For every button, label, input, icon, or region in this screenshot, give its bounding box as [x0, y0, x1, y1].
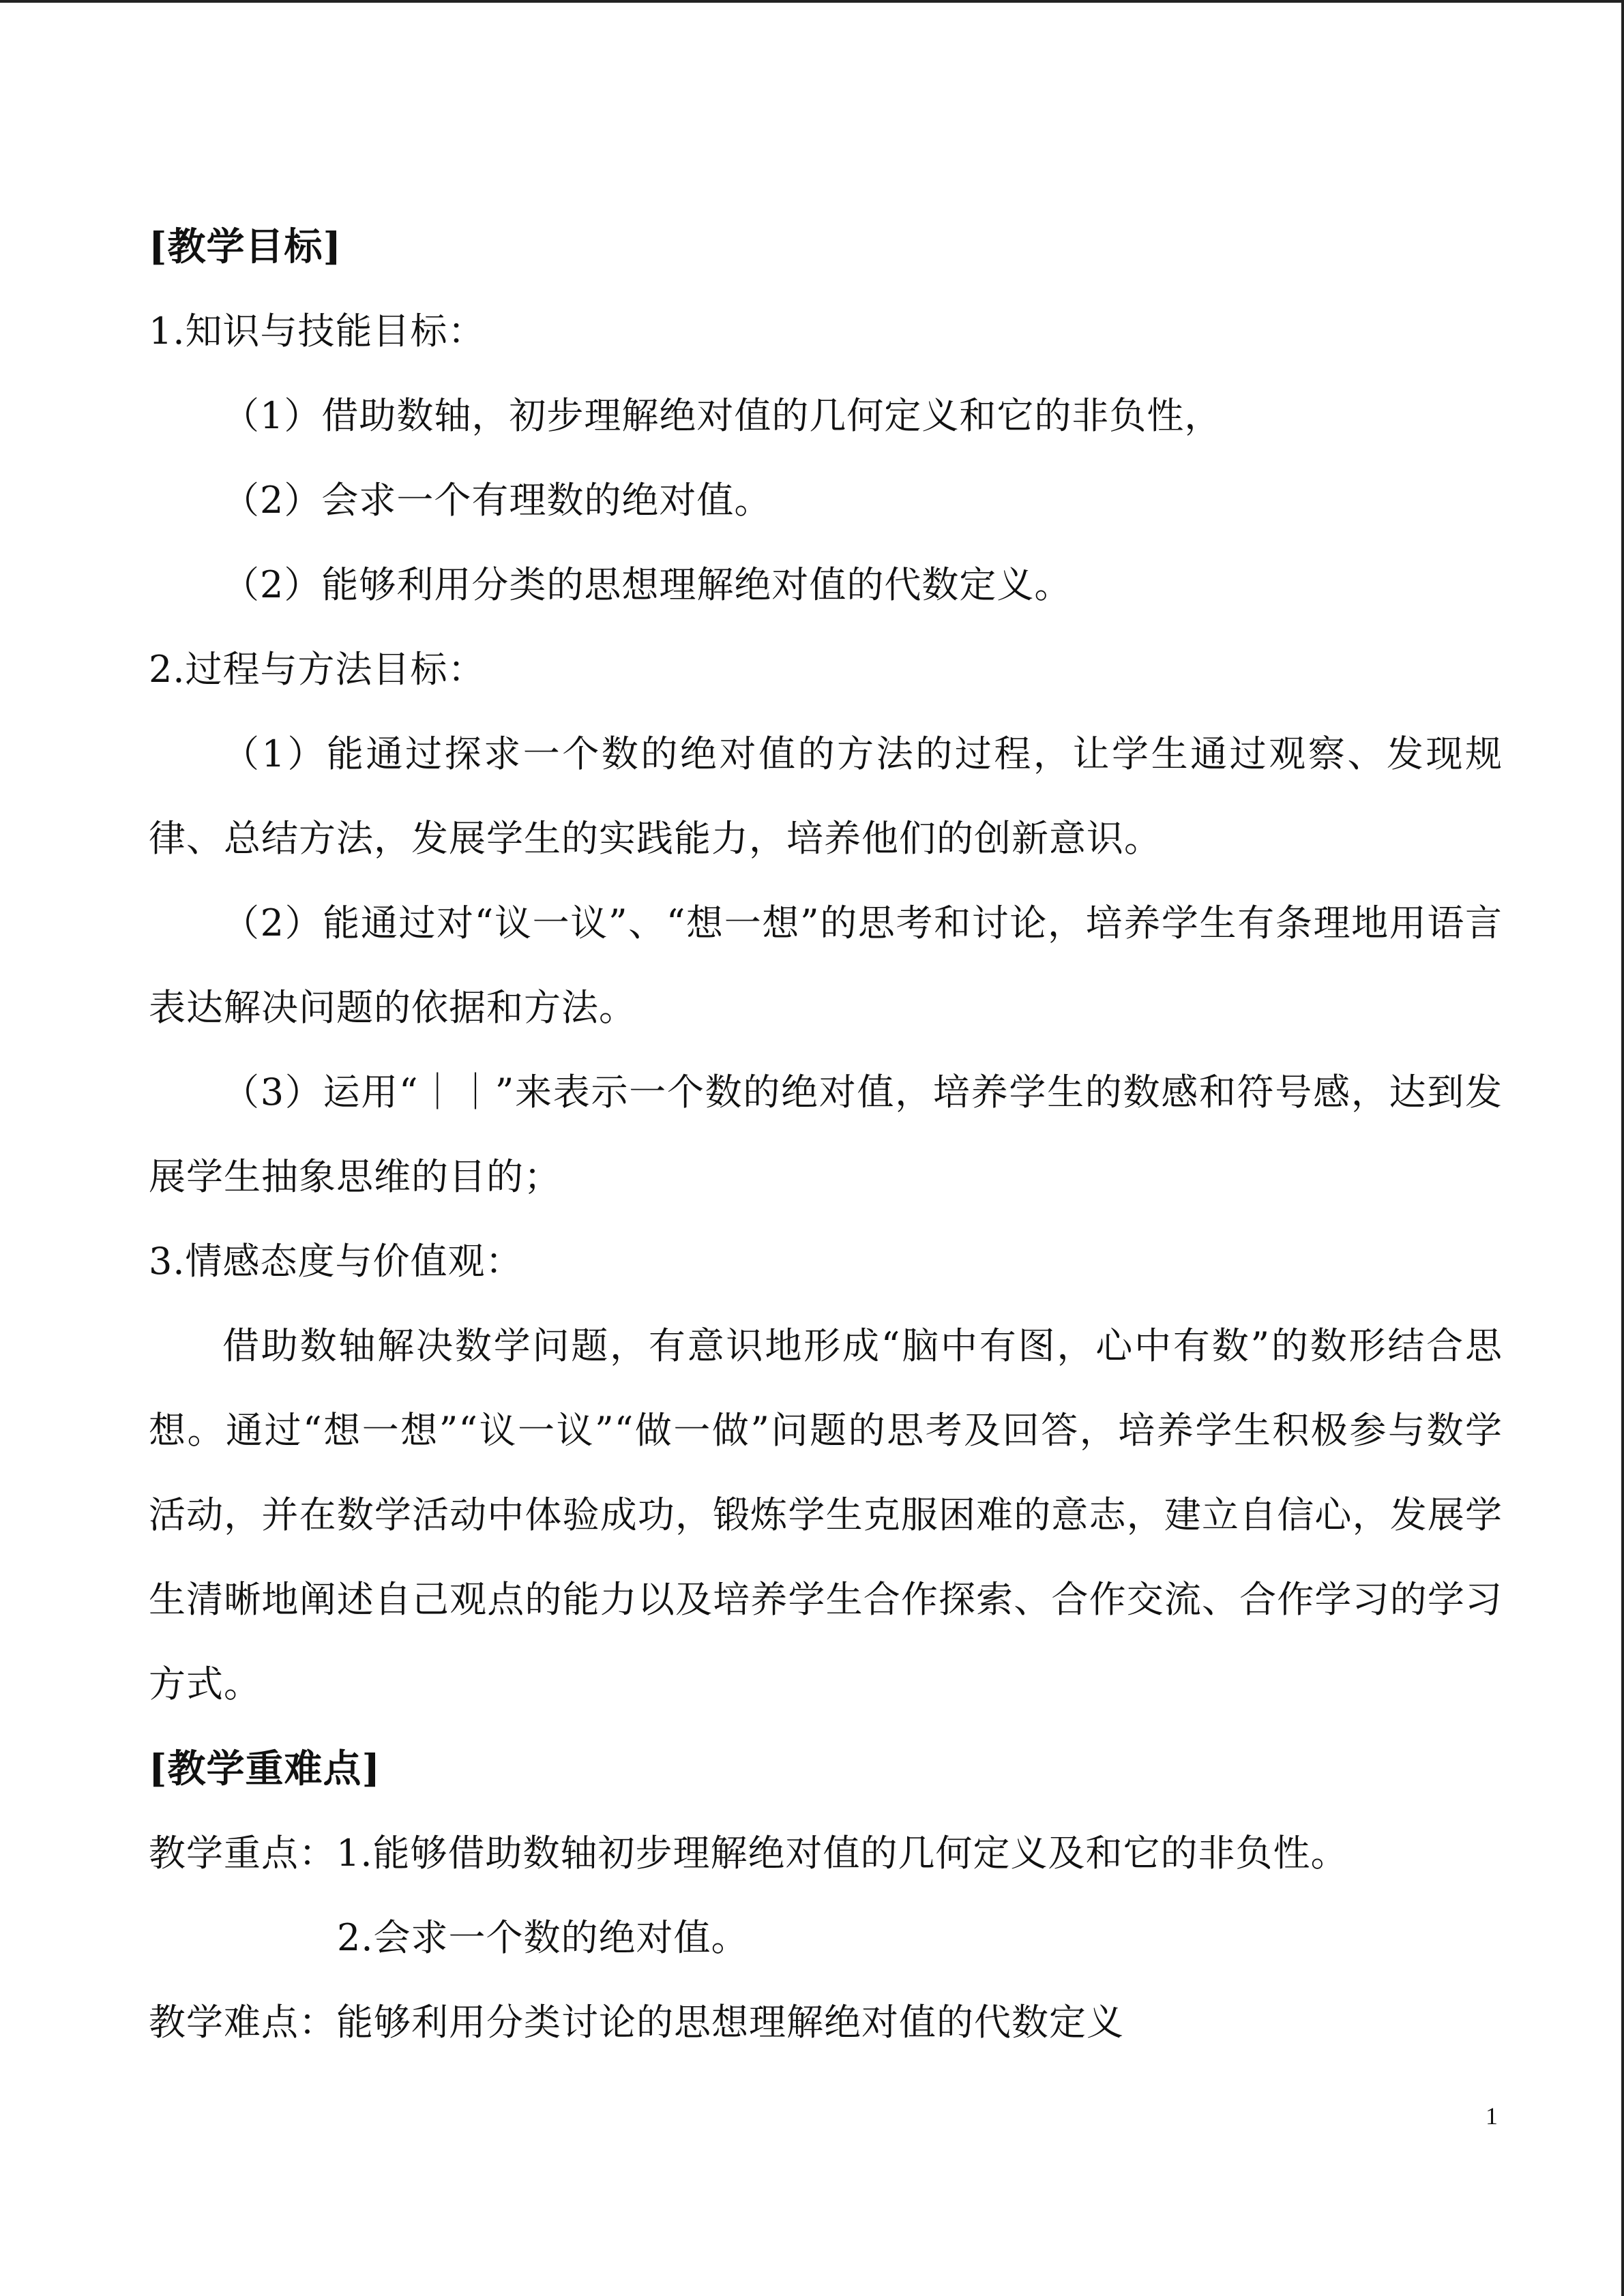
difficulty-label: 教学难点： [149, 2001, 336, 2044]
section-heading-objectives: [教学目标] [149, 224, 342, 269]
key-point-1: 1.能够借助数轴初步理解绝对值的几何定义及和它的非负性。 [336, 1832, 1348, 1875]
objective-1-title: 1.知识与技能目标： [149, 310, 486, 353]
page-border-top [0, 0, 1624, 3]
key-point-row-1 [149, 1811, 1503, 1896]
difficulty-row [149, 1980, 1503, 2065]
objective-2-item-3: （3）运用“｜｜”来表示一个数的绝对值，培养学生的数感和符号感，达到发展学生抽象思维的目的； [149, 1071, 1503, 1198]
objective-1-item-3: （2）能够利用分类的思想理解绝对值的代数定义。 [222, 563, 1072, 606]
key-point-label: 教学重点： [149, 1832, 336, 1875]
key-point-2: 2.会求一个数的绝对值。 [337, 1916, 749, 1959]
page-border-right [1621, 0, 1624, 2296]
difficulty-text: 能够利用分类讨论的思想理解绝对值的代数定义 [336, 2001, 1124, 2044]
page-number: 1 [1486, 2102, 1498, 2130]
objective-1-item-2: （2）会求一个有理数的绝对值。 [222, 479, 772, 522]
objective-2-item-2: （2）能通过对“议一议”、“想一想”的思考和讨论，培养学生有条理地用语言表达解决问题的依据和方法。 [149, 901, 1503, 1029]
document-body [149, 205, 1503, 2065]
objective-3-title: 3.情感态度与价值观： [149, 1240, 523, 1283]
objective-1-item-1: （1）借助数轴，初步理解绝对值的几何定义和它的非负性， [222, 394, 1222, 437]
objective-2-title: 2.过程与方法目标： [149, 648, 486, 691]
objective-2-item-1: （1）能通过探求一个数的绝对值的方法的过程，让学生通过观察、发现规律、总结方法，发展学生的实践能力，培养他们的创新意识。 [149, 732, 1503, 860]
section-heading-key-points: [教学重难点] [149, 1746, 381, 1791]
objective-3-paragraph: 借助数轴解决数学问题，有意识地形成“脑中有图，心中有数”的数形结合思想。通过“想一想”“议一议”“做一做”问题的思考及回答，培养学生积极参与数学活动，并在数学活动中体验成功，锻炼学生克服困难的意志，建立自信心，发展学生清晰地阐述自己观点的能力以及培养学生合作探索、合作交流、合作学习的学习方式。 [149, 1324, 1503, 1705]
